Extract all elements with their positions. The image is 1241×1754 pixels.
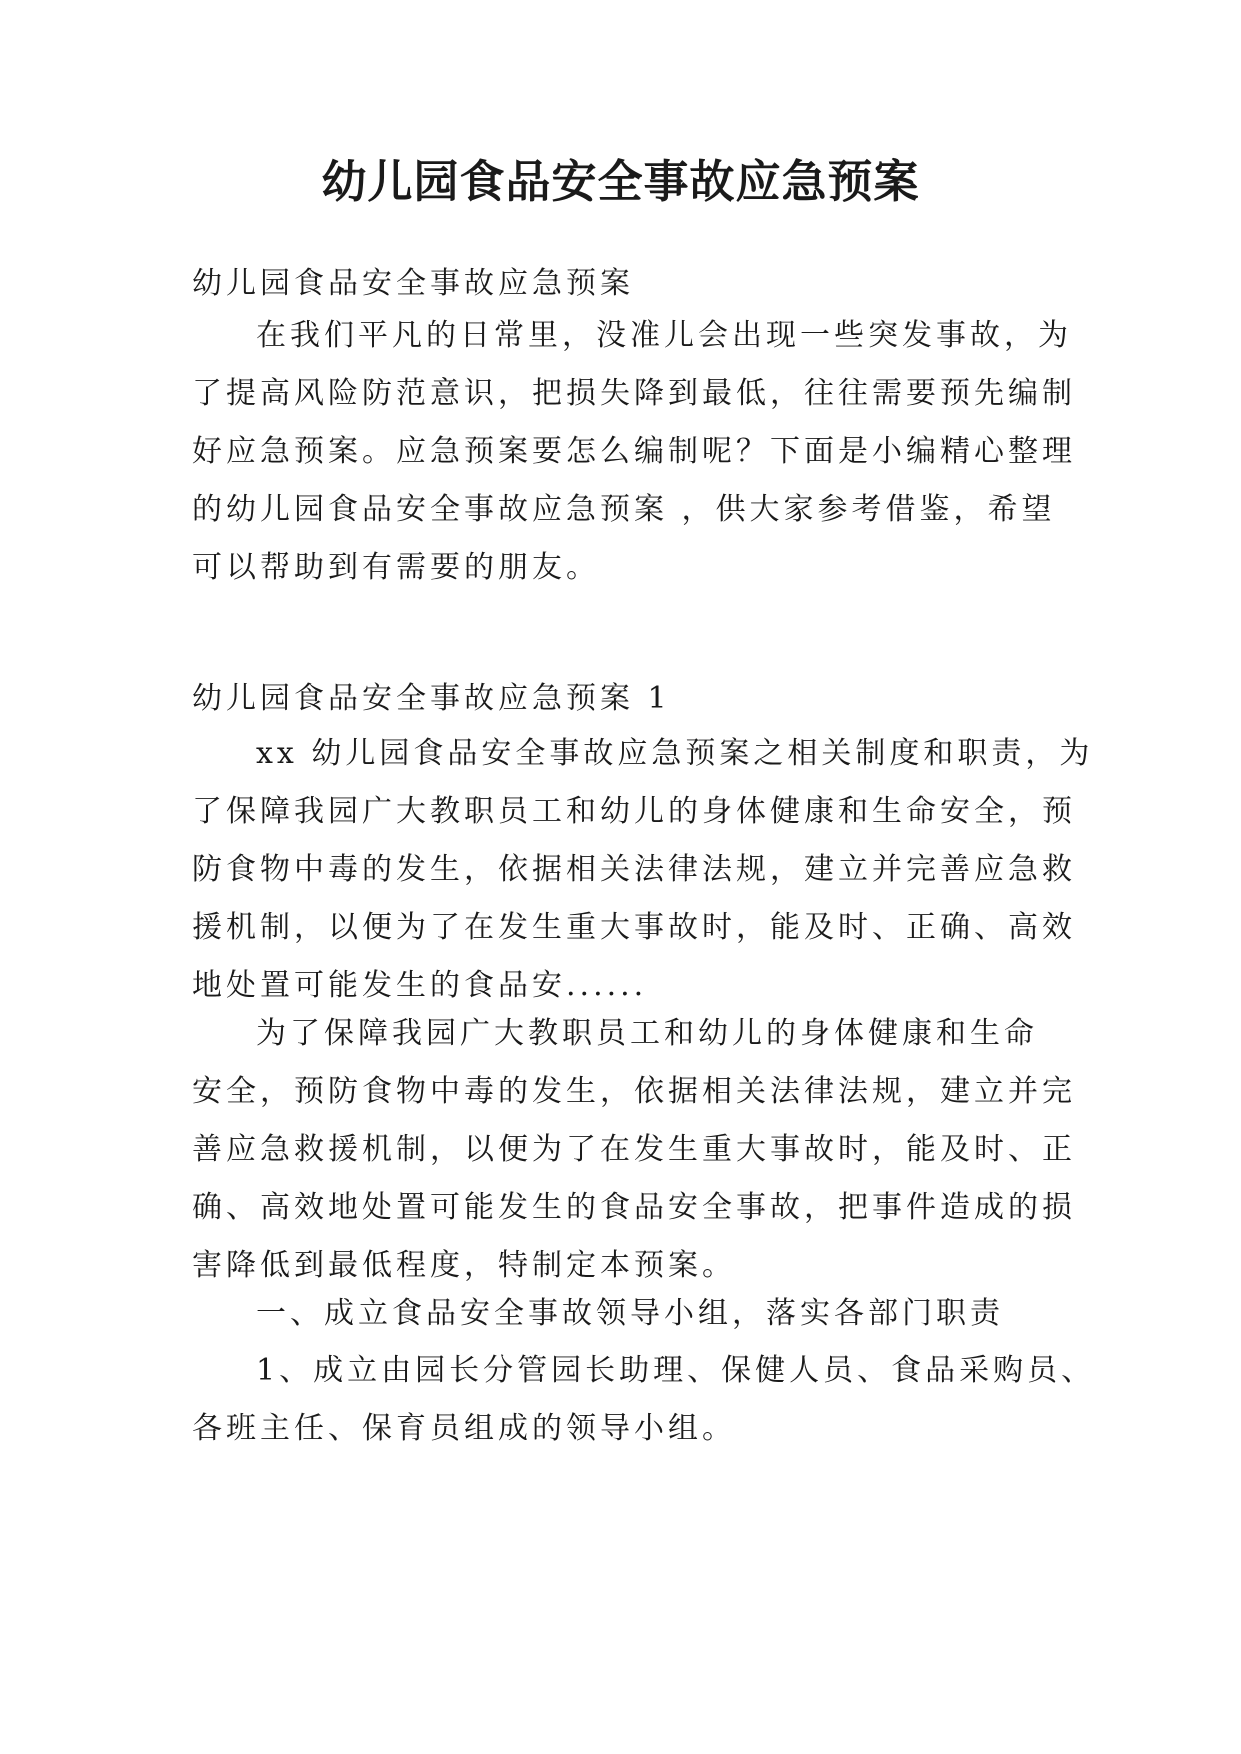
intro-line: 可以帮助到有需要的朋友。 — [192, 550, 600, 585]
summary-line: 援机制，以便为了在发生重大事故时，能及时、正确、高效 — [192, 910, 1076, 945]
subtitle-text: 幼儿园食品安全事故应急预案 — [192, 266, 634, 301]
document-subtitle — [192, 255, 1072, 313]
intro-line: 好应急预案。应急预案要怎么编制呢？下面是小编精心整理 — [192, 434, 1076, 469]
section-1-body — [192, 1005, 1076, 1295]
summary-line: xx 幼儿园食品安全事故应急预案之相关制度和职责，为 — [256, 736, 1094, 771]
section-1-summary — [192, 725, 1094, 1015]
section-1-heading — [192, 670, 1072, 728]
document-title: 幼儿园食品安全事故应急预案 — [321, 155, 920, 208]
body-line: 害降低到最低程度，特制定本预案。 — [192, 1248, 736, 1283]
intro-line: 在我们平凡的日常里，没准儿会出现一些突发事故，为 — [256, 318, 1072, 353]
summary-line: 防食物中毒的发生，依据相关法律法规，建立并完善应急救 — [192, 852, 1076, 887]
item-heading — [192, 1285, 1072, 1343]
item-heading-text: 一、成立食品安全事故领导小组，落实各部门职责 — [256, 1296, 1004, 1331]
intro-paragraph — [192, 307, 1076, 597]
body-line: 善应急救援机制，以便为了在发生重大事故时，能及时、正 — [192, 1132, 1076, 1167]
body-line: 确、高效地处置可能发生的食品安全事故，把事件造成的损 — [192, 1190, 1076, 1225]
item-1-line: 1、成立由园长分管园长助理、保健人员、食品采购员、 — [256, 1353, 1096, 1388]
body-line: 为了保障我园广大教职员工和幼儿的身体健康和生命 — [256, 1016, 1038, 1051]
summary-line: 了保障我园广大教职员工和幼儿的身体健康和生命安全，预 — [192, 794, 1076, 829]
body-line: 安全，预防食物中毒的发生，依据相关法律法规，建立并完 — [192, 1074, 1076, 1109]
summary-line: 地处置可能发生的食品安...... — [192, 968, 648, 1003]
item-1-paragraph — [192, 1342, 1096, 1458]
intro-line: 了提高风险防范意识，把损失降到最低，往往需要预先编制 — [192, 376, 1076, 411]
intro-line: 的幼儿园食品安全事故应急预案 ，供大家参考借鉴，希望 — [192, 492, 1056, 527]
item-1-line: 各班主任、保育员组成的领导小组。 — [192, 1411, 736, 1446]
section-heading-text: 幼儿园食品安全事故应急预案 1 — [192, 681, 671, 716]
